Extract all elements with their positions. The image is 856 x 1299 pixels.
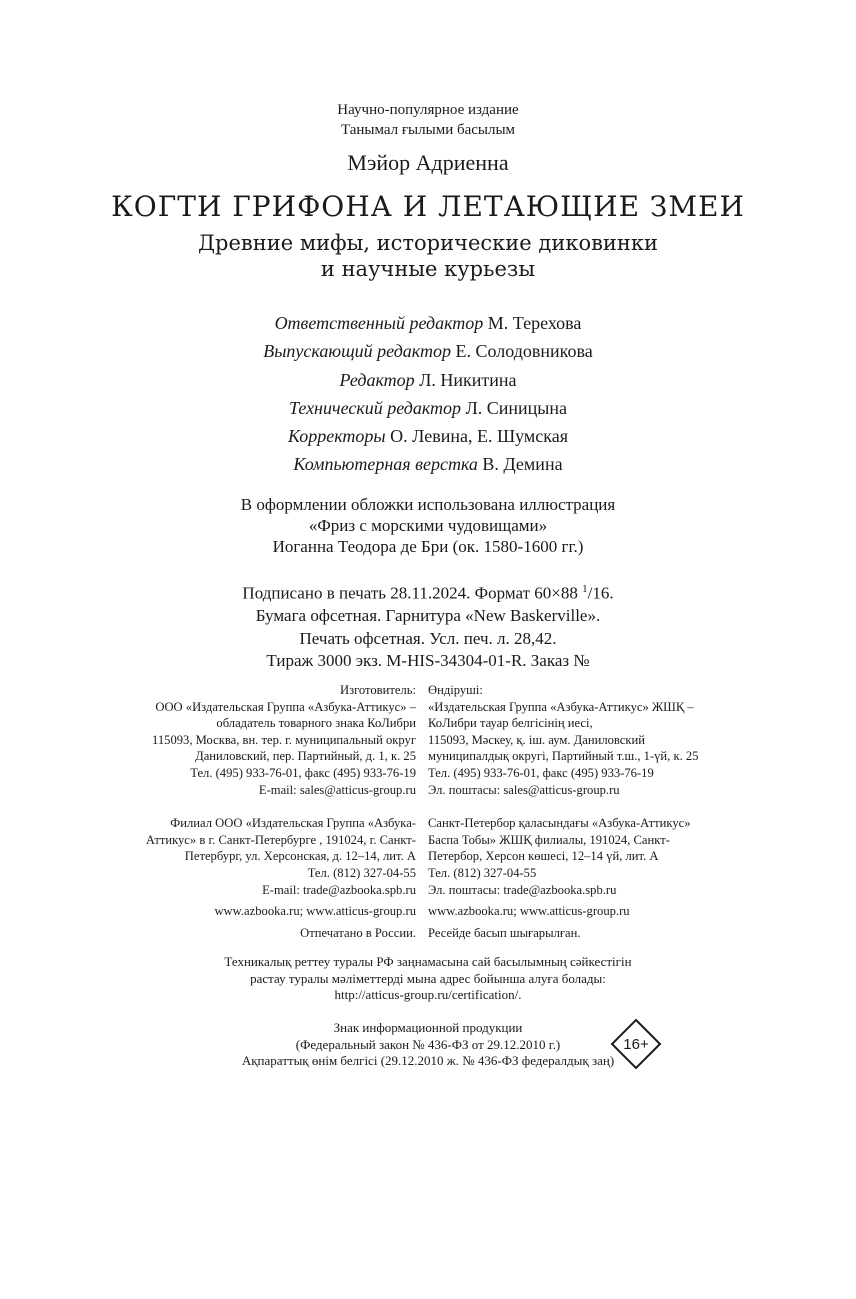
web-kk: www.azbooka.ru; www.atticus-group.ru (428, 904, 630, 919)
cover-line-1: В оформлении обложки использована иллюстрация (240, 495, 616, 514)
text-line: 115093, Мәскеу, қ. іш. аум. Даниловский (428, 732, 645, 747)
credit-role: Компьютерная верстка (293, 454, 478, 475)
text-line: Тел. (495) 933-76-01, факс (495) 933-76-19 (428, 765, 654, 780)
info-product-sign (0, 1020, 856, 1070)
manufacturer-ru (128, 682, 422, 798)
text-line: Тел. (812) 327-04-55 (428, 865, 537, 880)
manufacturer-kk (422, 682, 728, 798)
tech-line-1: Техникалық реттеу туралы РФ заңнамасына сай басылымның сәйкестігін (224, 954, 632, 969)
cover-note (0, 494, 856, 557)
tech-line-3: http://atticus-group.ru/certification/. (334, 987, 522, 1002)
credit-name: Л. Синицына (465, 397, 568, 418)
text-line: Петербург, ул. Херсонская, д. 12–14, лит. А (184, 849, 416, 864)
web-block (0, 903, 856, 920)
text-line: Изготовитель: (340, 683, 416, 697)
manufacturer-block (0, 682, 856, 798)
credit-row (0, 309, 856, 337)
credit-role: Технический редактор (288, 397, 462, 418)
subtitle-line-1: Древние мифы, исторические диковинки (197, 231, 659, 255)
credit-name: М. Терехова (487, 313, 582, 333)
web-ru: www.azbooka.ru; www.atticus-group.ru (214, 904, 416, 919)
credit-row (0, 366, 856, 394)
book-subtitle (0, 230, 856, 282)
text-line: Өндіруші: (428, 683, 483, 697)
credit-name: Л. Никитина (419, 369, 517, 390)
text-line: Тел. (495) 933-76-01, факс (495) 933-76-19 (190, 765, 416, 780)
imprint-columns (0, 682, 856, 941)
cover-line-3: Иоганна Теодора де Бри (ок. 1580-1600 гг.) (272, 537, 584, 556)
sign-line-2: (Федеральный закон № 436-ФЗ от 29.12.2010 г.) (295, 1036, 561, 1052)
branch-kk (422, 815, 728, 898)
tech-line-2: растау туралы мәліметтерді мына адрес бойынша алуға болады: (250, 970, 606, 986)
text-line: E-mail: sales@atticus-group.ru (258, 782, 416, 797)
printed-block (0, 925, 856, 942)
print-line-2: Бумага офсетная. Гарнитура «New Baskerville». (255, 606, 601, 626)
print-line-4: Тираж 3000 экз. M-HIS-34304-01-R. Заказ № (266, 651, 590, 671)
credit-role: Корректоры (287, 426, 386, 447)
text-line: Эл. поштасы: trade@azbooka.spb.ru (428, 882, 617, 897)
credits-list (0, 309, 856, 479)
sign-line-1: Знак информационной продукции (333, 1020, 523, 1035)
format-fraction-den: /16. (587, 583, 614, 603)
cover-line-2: «Фриз с морскими чудовищами» (308, 516, 548, 535)
text-line: Баспа Тобы» ЖШҚ филиалы, 191024, Санкт- (428, 832, 670, 847)
print-line-1 (0, 578, 856, 605)
text-line: «Издательская Группа «Азбука-Аттикус» ЖШҚ – (428, 699, 694, 714)
text-line: ООО «Издательская Группа «Азбука-Аттикус» – (155, 699, 416, 714)
credit-role: Ответственный редактор (274, 313, 484, 333)
text-line: Даниловский, пер. Партийный, д. 1, к. 25 (195, 749, 416, 764)
subtitle-line-2: и научные курьезы (320, 257, 536, 281)
credit-name: Е. Солодовникова (455, 341, 593, 362)
text-line: Санкт-Петербор қаласындағы «Азбука-Аттикус» (428, 816, 691, 831)
text-line: Филиал ООО «Издательская Группа «Азбука- (170, 816, 416, 831)
print-line-3: Печать офсетная. Усл. печ. л. 28,42. (299, 628, 557, 648)
certification-note (0, 954, 856, 1004)
credit-name: В. Демина (482, 454, 563, 475)
age-rating-text: 16+ (623, 1036, 649, 1053)
age-rating-badge (610, 1018, 662, 1070)
branch-ru (128, 815, 422, 898)
text-line: Петербор, Херсон көшесі, 12–14 үй, лит. А (428, 849, 659, 864)
series-ru: Научно-популярное издание (337, 102, 519, 118)
print-format: Подписано в печать 28.11.2024. Формат 60×88 (242, 583, 578, 603)
printed-ru: Отпечатано в России. (300, 925, 416, 940)
credit-role: Выпускающий редактор (263, 341, 451, 362)
credit-role: Редактор (339, 369, 415, 390)
text-line: 115093, Москва, вн. тер. г. муниципальный округ (152, 732, 416, 747)
format-fraction-num: 1 (582, 583, 588, 595)
credit-row (0, 450, 856, 478)
book-title: КОГТИ ГРИФОНА И ЛЕТАЮЩИЕ ЗМЕИ (111, 190, 745, 223)
printed-kk: Ресейде басып шығарылған. (428, 925, 581, 940)
print-info (0, 578, 856, 673)
credit-row (0, 337, 856, 365)
credit-row (0, 422, 856, 450)
credit-row (0, 394, 856, 422)
text-line: Аттикус» в г. Санкт-Петербурге , 191024, г. Санкт- (145, 832, 416, 847)
sign-line-3: Ақпараттық өнім белгісі (29.12.2010 ж. № 436-ФЗ федералдық заң) (241, 1053, 615, 1068)
author: Мэйор Адриенна (347, 150, 509, 175)
text-line: КоЛибри тауар белгісінің иесі, (428, 716, 593, 731)
credit-name: О. Левина, Е. Шумская (390, 426, 568, 447)
branch-block (0, 815, 856, 898)
text-line: Тел. (812) 327-04-55 (307, 865, 416, 880)
text-line: муниципалдық округі, Партийный т.ш., 1-үй, к. 25 (428, 749, 699, 764)
text-line: обладатель товарного знака КоЛибри (216, 716, 416, 731)
text-line: Эл. поштасы: sales@atticus-group.ru (428, 782, 620, 797)
text-line: E-mail: trade@azbooka.spb.ru (262, 882, 416, 897)
series-kk: Танымал ғылыми басылым (340, 122, 516, 138)
series-block (0, 100, 856, 140)
